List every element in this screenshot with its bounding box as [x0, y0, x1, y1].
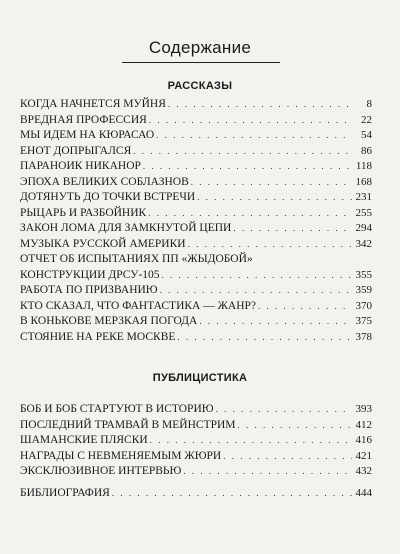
toc-entry-page: 375	[355, 315, 372, 327]
toc-entry	[20, 252, 372, 268]
toc-entry-title: КОГДА НАЧНЕТСЯ МУЙНЯ	[20, 98, 166, 110]
toc-entry-title: ЕНОТ ДОПРЫГАЛСЯ	[20, 144, 132, 157]
toc-entry-title: СТОЯНИЕ НА РЕКЕ МОСКВЕ	[20, 330, 176, 343]
toc-entry-title: ЭКСКЛЮЗИВНОЕ ИНТЕРВЬЮ	[20, 465, 182, 477]
dot-leader	[238, 418, 352, 434]
toc-entry-title: РЫЦАРЬ И РАЗБОЙНИК	[20, 206, 147, 219]
toc-entry	[20, 314, 372, 330]
toc-entry	[20, 190, 372, 206]
toc-entry	[20, 283, 372, 299]
dot-leader	[133, 144, 352, 160]
toc-entry-title: ПОСЛЕДНИЙ ТРАМВАЙ В МЕЙНСТРИМ	[20, 418, 236, 431]
toc-entry-page: 8	[366, 98, 372, 110]
dot-leader	[162, 268, 352, 284]
dot-leader	[148, 206, 352, 222]
toc-entry	[20, 464, 372, 480]
stories-list	[20, 97, 372, 345]
toc-entry-title: КОНСТРУКЦИИ ДРСУ-105	[20, 268, 160, 281]
toc-entry-title: ЗАКОН ЛОМА ДЛЯ ЗАМКНУТОЙ ЦЕПИ	[20, 222, 232, 234]
dot-leader	[183, 464, 352, 480]
toc-entry	[20, 159, 372, 175]
toc-entry	[20, 418, 372, 434]
toc-entry-page: 412	[355, 418, 372, 431]
dot-leader	[156, 128, 352, 144]
toc-entry-page: 294	[355, 222, 372, 234]
toc-entry-page: 416	[355, 434, 372, 446]
dot-leader	[149, 113, 352, 129]
toc-entry	[20, 144, 372, 160]
toc-entry	[20, 449, 372, 465]
toc-entry-title: ШАМАНСКИЕ ПЛЯСКИ	[20, 434, 148, 446]
toc-entry-page: 54	[361, 129, 372, 141]
toc-entry-title: МЫ ИДЕМ НА КЮРАСАО	[20, 129, 155, 141]
dot-leader	[188, 237, 352, 253]
toc-entry-page: 444	[355, 487, 372, 499]
toc-entry	[20, 299, 372, 315]
toc-entry-page: 378	[355, 330, 372, 343]
toc-entry	[20, 128, 372, 144]
dot-leader	[191, 175, 352, 191]
dot-leader	[150, 433, 352, 449]
toc-entry	[20, 175, 372, 191]
dot-leader	[168, 97, 352, 113]
section-heading-essays: ПУБЛИЦИСТИКА	[152, 372, 248, 384]
toc-entry-page: 432	[355, 465, 372, 477]
toc-entry	[20, 402, 372, 418]
page-title: Содержание	[148, 38, 252, 57]
title-underline	[122, 62, 280, 63]
dot-leader	[216, 402, 352, 418]
toc-entry-title: ОТЧЕТ ОБ ИСПЫТАНИЯХ ПП «ЖЫДОБОЙ»	[20, 253, 253, 265]
toc-entry-page: 370	[355, 299, 372, 312]
dot-leader	[197, 190, 352, 206]
toc-entry-page: 118	[355, 160, 372, 172]
toc-entry-title: В КОНЬКОВЕ МЕРЗКАЯ ПОГОДА	[20, 315, 198, 327]
toc-entry	[20, 206, 372, 222]
toc-entry-page: 255	[355, 206, 372, 219]
toc-entry-title: НАГРАДЫ С НЕВМЕНЯЕМЫМ ЖЮРИ	[20, 449, 222, 462]
dot-leader	[177, 330, 352, 346]
toc-entry-page: 393	[355, 403, 372, 415]
toc-entry-page: 359	[355, 284, 372, 296]
toc-entry-title: МУЗЫКА РУССКОЙ АМЕРИКИ	[20, 237, 186, 250]
toc-entry	[20, 268, 372, 284]
toc-entry	[20, 486, 372, 502]
toc-entry	[20, 433, 372, 449]
toc-entry-title: РАБОТА ПО ПРИЗВАНИЮ	[20, 284, 158, 296]
toc-entry-title: БОБ И БОБ СТАРТУЮТ В ИСТОРИЮ	[20, 403, 214, 415]
toc-entry-page: 231	[355, 191, 372, 203]
toc-entry-title: ВРЕДНАЯ ПРОФЕССИЯ	[20, 113, 147, 126]
toc-entry-title: ЭПОХА ВЕЛИКИХ СОБЛАЗНОВ	[20, 175, 189, 188]
dot-leader	[233, 221, 352, 237]
dot-leader	[160, 283, 352, 299]
section-heading-stories: РАССКАЗЫ	[167, 80, 233, 92]
dot-leader	[223, 449, 352, 465]
toc-entry-page: 22	[361, 113, 372, 126]
toc-entry-page: 342	[355, 237, 372, 250]
toc-entry-title: ПАРАНОИК НИКАНОР	[20, 160, 141, 172]
toc-entry	[20, 113, 372, 129]
toc-entry-page: 168	[355, 175, 372, 188]
toc-entry-page: 355	[355, 268, 372, 281]
toc-entry-page: 86	[361, 144, 372, 157]
dot-leader	[112, 486, 352, 502]
toc-entry	[20, 221, 372, 237]
toc-entry-title: ДОТЯНУТЬ ДО ТОЧКИ ВСТРЕЧИ	[20, 191, 196, 203]
dot-leader	[143, 159, 352, 175]
toc-entry	[20, 330, 372, 346]
dot-leader	[258, 299, 352, 315]
dot-leader	[199, 314, 352, 330]
toc-entry-title: БИБЛИОГРАФИЯ	[20, 487, 110, 499]
essays-list	[20, 402, 372, 480]
toc-entry-page: 421	[355, 449, 372, 462]
toc-entry	[20, 237, 372, 253]
bibliography-list	[20, 486, 372, 502]
toc-entry	[20, 97, 372, 113]
toc-entry-title: КТО СКАЗАЛ, ЧТО ФАНТАСТИКА — ЖАНР?	[20, 299, 257, 312]
